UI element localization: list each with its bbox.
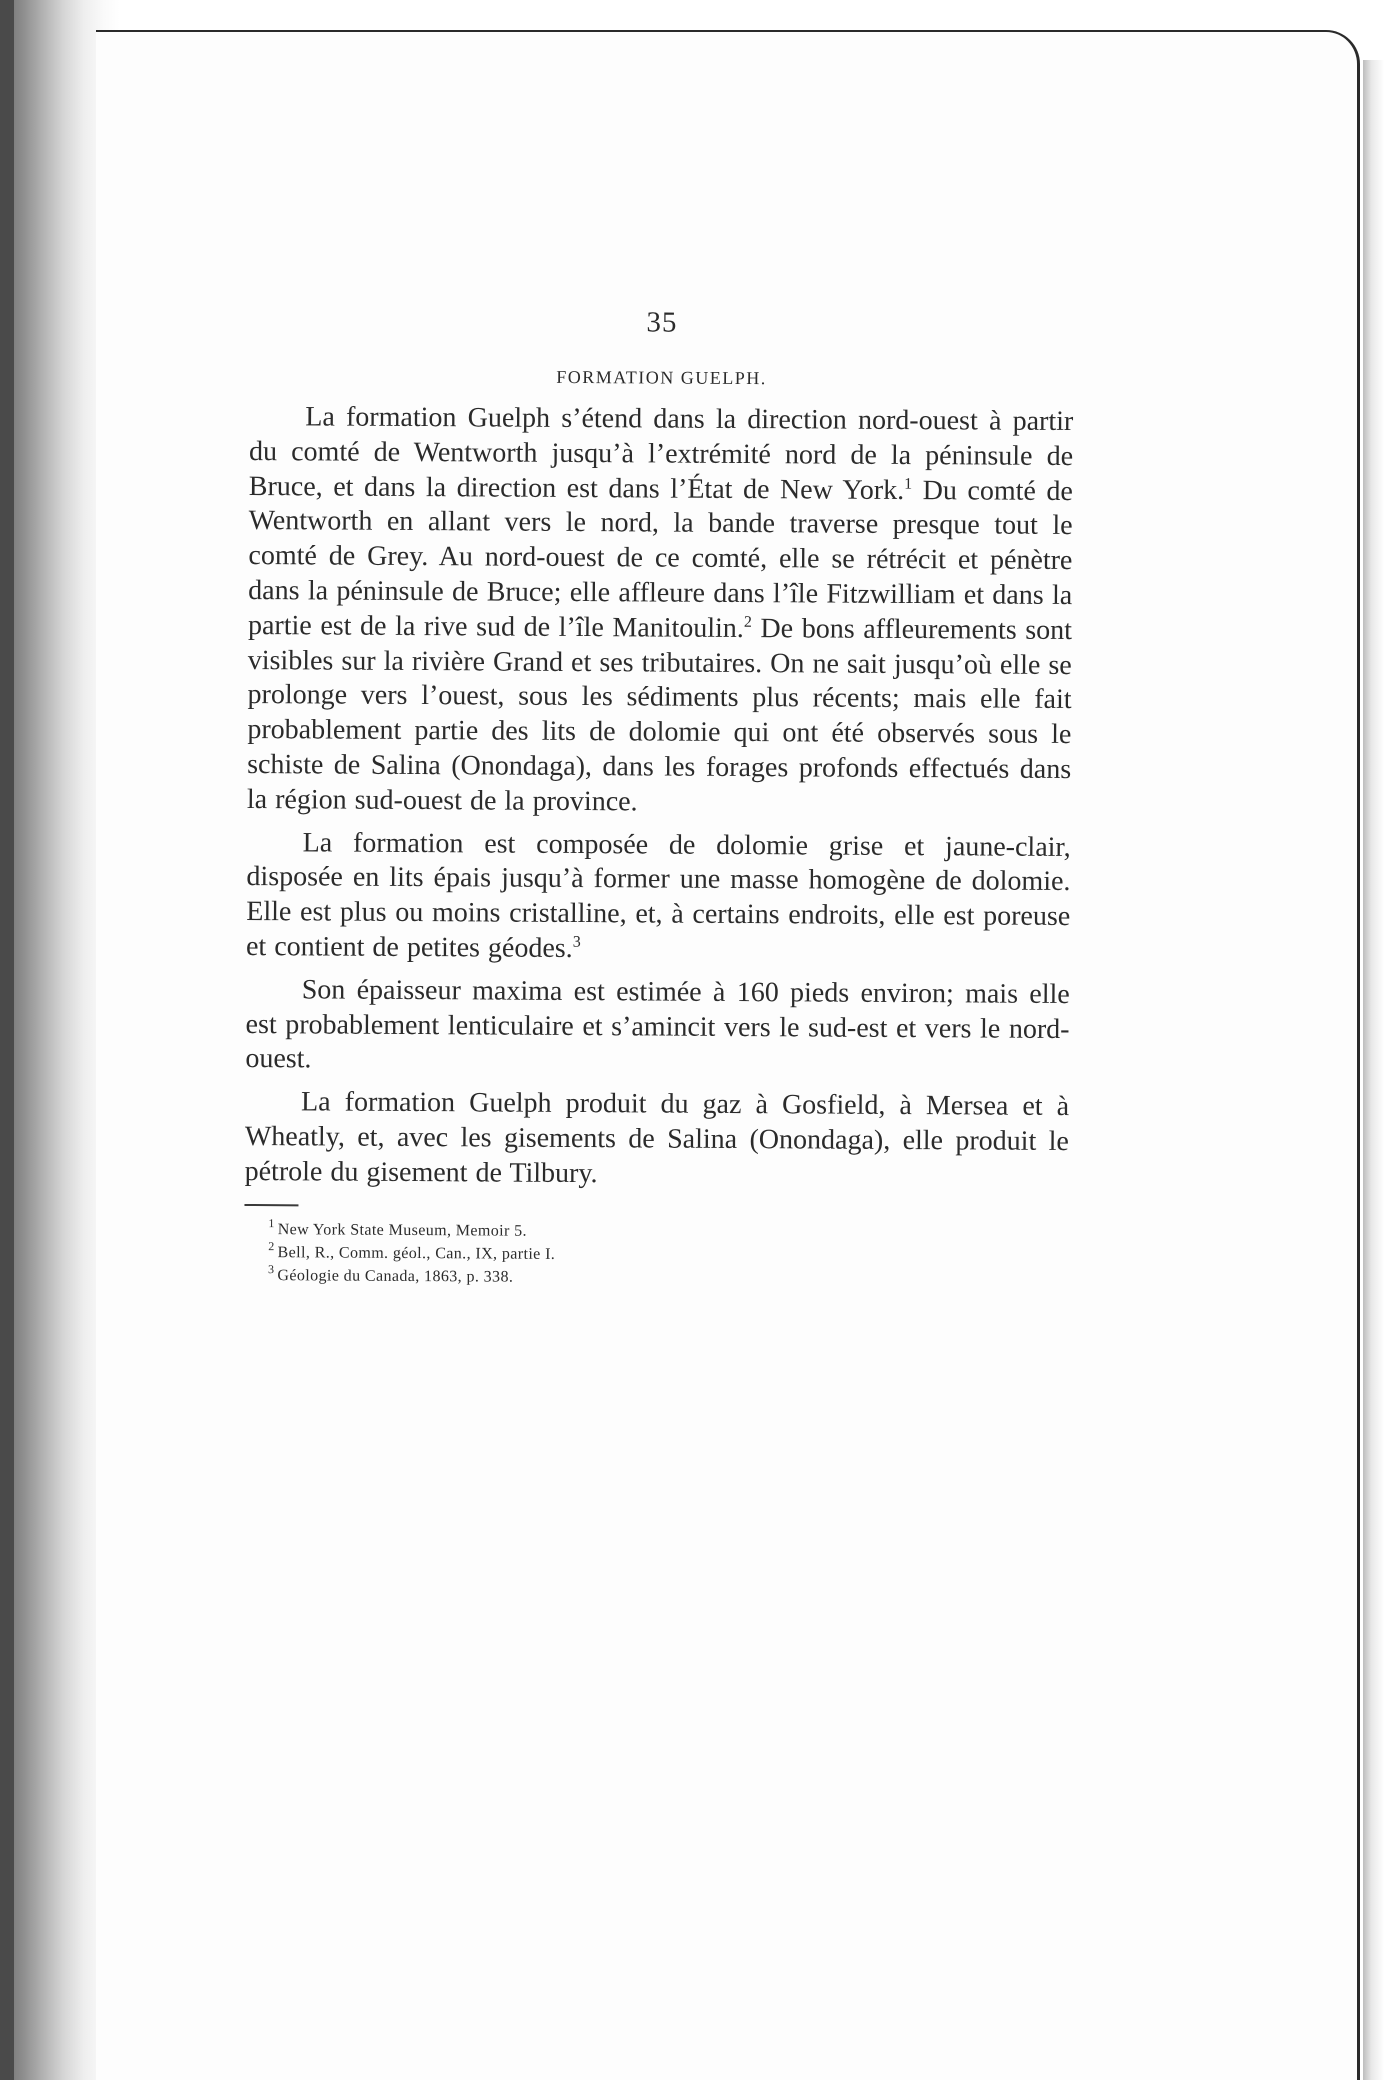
- section-heading: FORMATION GUELPH.: [556, 366, 767, 389]
- footnote-ref-1: 1: [904, 475, 913, 493]
- footnote-3-mark: 3: [268, 1262, 275, 1277]
- binding-edge: [0, 0, 14, 2080]
- paragraph-3-text: Son épaisseur maxima est estimée à 160 pieds environ; mais elle est probablement lenticulaire et s’amincit vers le sud-est et vers le nord-ouest.: [245, 974, 1070, 1075]
- paragraph-3: [245, 973, 1070, 1082]
- paragraph-2-text: La formation est composée de dolomie grise et jaune-clair, disposée en lits épais jusqu’à former une masse homogène de dolomie. Elle est plus ou moins cristalline, et, à certains endroits, elle est poreuse et contient de petites géodes.: [245, 826, 1071, 964]
- paragraph-1-part-2: Du comté de Wentworth en allant vers le nord, la bande traverse presque tout le comté de Grey. Au nord-ouest de ce comté, elle se rétrécit et pénètre dans la péninsule de Bruce; elle affleure dans l’île Fitzwilliam et dans la partie est de la rive sud de l’île Manitoulin.: [247, 474, 1073, 644]
- paragraph-4: [245, 1085, 1070, 1194]
- footnote-ref-3: 3: [572, 933, 581, 951]
- page-edge: [1363, 60, 1384, 2080]
- footnote-divider: [244, 1204, 298, 1206]
- footnote-3: [268, 1264, 1068, 1292]
- footnote-2-text: Bell, R., Comm. géol., Can., IX, partie I.: [277, 1243, 556, 1263]
- footnote-3-text: Géologie du Canada, 1863, p. 338.: [277, 1266, 514, 1286]
- footnote-2-mark: 2: [268, 1239, 275, 1254]
- footnote-1-text: New York State Museum, Memoir 5.: [277, 1220, 528, 1240]
- paragraph-1-part-1: La formation Guelph s’étend dans la direction nord-ouest à partir du comté de Wentworth jusqu’à l’extrémité nord de la péninsule de Bruce, et dans la direction est dans l’État de New York.: [248, 401, 1074, 506]
- paragraph-2: [246, 826, 1071, 970]
- paragraph-4-text: La formation Guelph produit du gaz à Gosfield, à Mersea et à Wheatly, et, avec les gisements de Salina (Onondaga), elle produit le pétrole du gisement de Tilbury.: [244, 1086, 1070, 1189]
- footnote-1-mark: 1: [268, 1216, 275, 1231]
- paragraph-1-part-3: De bons affleurements sont visibles sur la rivière Grand et ses tributaires. On ne sait jusqu’où elle se prolonge vers l’ouest, sous les sédiments plus récents; mais elle fait probablement partie des lits de dolomie qui ont été observés sous le schiste de Salina (Onondaga), dans les forages profonds effectués dans la région sud-ouest de la province.: [246, 612, 1073, 818]
- footnote-ref-2: 2: [743, 613, 752, 631]
- paragraph-1: [247, 400, 1074, 823]
- text-column: [244, 300, 1074, 1292]
- page-number: 35: [646, 306, 678, 339]
